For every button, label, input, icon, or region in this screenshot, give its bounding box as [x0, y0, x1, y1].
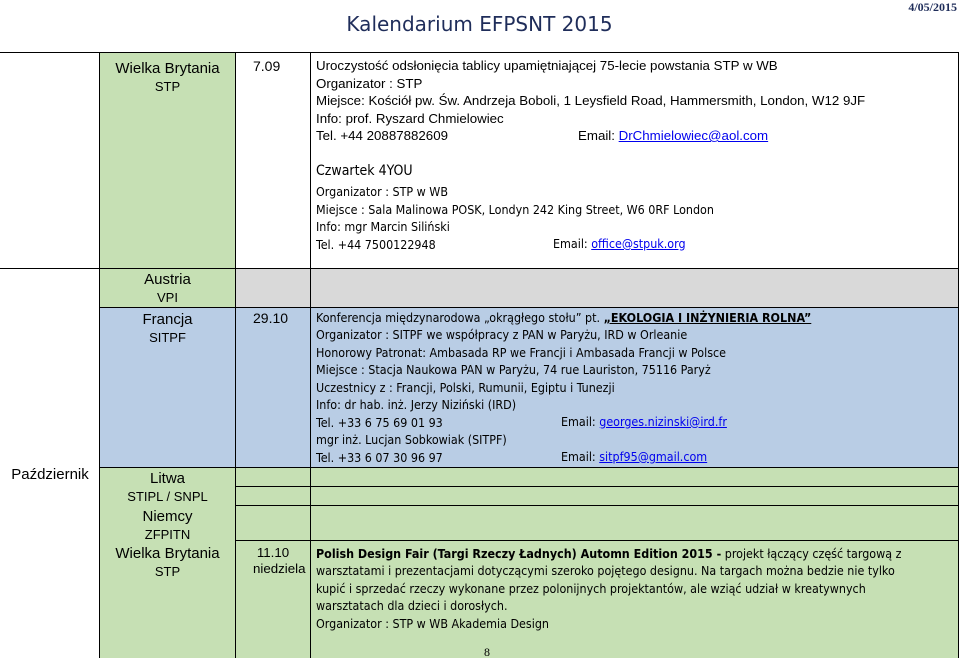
- email-link[interactable]: georges.nizinski@ird.fr: [599, 414, 727, 429]
- row-divider: [310, 540, 959, 541]
- event-block: [316, 562, 895, 632]
- event-title: Uroczystość odsłonięcia tablicy upamiętniającej 75-lecie powstania STP w WB: [316, 58, 778, 73]
- country-name: Wielka Brytania: [115, 60, 220, 77]
- event-organizer: Organizator : STP: [316, 75, 423, 91]
- event-phone: Tel. +33 6 07 30 96 97: [316, 449, 443, 465]
- country-block: [100, 508, 235, 544]
- event-title-row: [316, 309, 811, 327]
- event-email-row: [553, 235, 686, 253]
- event-description: kupić i sprzedać rzeczy wykonane przez polonijnych projektantów, ale wziąć udział w kreatywnych: [316, 580, 866, 596]
- event-title: Konferencja międzynarodowa „okrągłego stołu” pt.: [316, 310, 601, 325]
- event-title-bold: Polish Design Fair (Targi Rzeczy Ładnych) Automn Edition 2015 -: [316, 546, 722, 561]
- country-name: Niemcy: [142, 508, 193, 525]
- event-contact: mgr inż. Lucjan Sobkowiak (SITPF): [316, 432, 507, 447]
- country-org: ZFPITN: [144, 527, 191, 542]
- country-org: STP: [154, 79, 181, 94]
- event-phone: Tel. +33 6 75 69 01 93: [316, 414, 443, 430]
- event-date: 29.10: [253, 310, 289, 326]
- event-date: 7.09: [253, 58, 281, 74]
- event-email-row: [561, 448, 707, 466]
- event-title-rest: projekt łączący część targową z: [721, 546, 902, 561]
- country-block: [100, 545, 235, 581]
- table-top-border: [0, 52, 959, 53]
- email-link[interactable]: office@stpuk.org: [591, 236, 686, 251]
- header-date: 4/05/2015: [908, 0, 957, 14]
- event-description: warsztatami i prezentacjami dotyczącymi szeroko pojętego designu. Na targach można bedzie nie tylko: [316, 563, 895, 578]
- country-name: Wielka Brytania: [115, 545, 220, 562]
- event-info: Info: prof. Ryszard Chmielowiec: [316, 110, 504, 126]
- event-title: Czwartek 4YOU: [316, 163, 413, 179]
- row-divider: [100, 467, 959, 468]
- event-email-row: [578, 127, 768, 145]
- event-organizer: Organizator : SITPF we współpracy z PAN w Paryżu, IRD w Orleanie: [316, 327, 688, 342]
- email-link[interactable]: DrChmielowiec@aol.com: [618, 128, 769, 143]
- country-name: Francja: [142, 311, 193, 328]
- event-organizer: Organizator : STP w WB Akademia Design: [316, 615, 549, 631]
- column-divider: [235, 52, 236, 658]
- event-place: Miejsce : Stacja Naukowa PAN w Paryżu, 74 rue Lauriston, 75116 Paryż: [316, 362, 711, 377]
- event-email-row: [561, 413, 727, 431]
- event-date: [253, 545, 306, 577]
- document-title: Kalendarium EFPSNT 2015: [346, 12, 613, 36]
- row-divider: [0, 268, 959, 269]
- country-org: STIPL / SNPL: [127, 489, 208, 504]
- event-day: niedziela: [253, 561, 306, 576]
- country-org: STP: [154, 564, 181, 579]
- country-block: [100, 271, 235, 307]
- shaded-row: [236, 269, 959, 307]
- country-block: [100, 60, 235, 96]
- email-label: Email:: [561, 414, 596, 429]
- event-date-number: 11.10: [256, 545, 290, 560]
- country-name: Litwa: [149, 470, 186, 487]
- row-divider: [236, 505, 310, 506]
- event-place: Miejsce: Kościół pw. Św. Andrzeja Boboli, 1 Leysfield Road, Hammersmith, London, W12 9JF: [316, 93, 866, 108]
- email-label: Email:: [561, 449, 596, 464]
- event-info: Info: dr hab. inż. Jerzy Niziński (IRD): [316, 397, 517, 412]
- event-organizer: Organizator : STP w WB: [316, 184, 448, 199]
- event-participants: Uczestnicy z : Francji, Polski, Rumunii, Egiptu i Tunezji: [316, 379, 615, 395]
- row-divider: [100, 307, 959, 308]
- month-label: Październik: [11, 466, 89, 483]
- row-divider: [310, 486, 959, 487]
- row-divider: [236, 486, 310, 487]
- row-divider: [236, 540, 310, 541]
- country-block: [100, 311, 235, 347]
- email-label: Email:: [578, 128, 615, 143]
- event-place: Miejsce : Sala Malinowa POSK, Londyn 242 King Street, W6 0RF London: [316, 201, 714, 217]
- event-title-row: [316, 545, 901, 563]
- event-patron: Honorowy Patronat: Ambasada RP we Francji i Ambasada Francji w Polsce: [316, 344, 726, 360]
- event-info: Info: mgr Marcin Siliński: [316, 219, 450, 234]
- event-phone: Tel. +44 7500122948: [316, 236, 436, 252]
- country-name: Austria: [144, 271, 191, 288]
- event-title-bold: „EKOLOGIA I INŻYNIERIA ROLNA”: [603, 310, 812, 325]
- event-description: warsztatach dla dzieci i dorosłych.: [316, 598, 508, 613]
- email-label: Email:: [553, 236, 588, 251]
- page-number: 8: [484, 645, 490, 659]
- country-org: SITPF: [149, 330, 186, 345]
- row-divider: [310, 505, 959, 506]
- country-block: [100, 470, 235, 506]
- event-phone: Tel. +44 20887882609: [316, 128, 448, 143]
- event-block: [316, 326, 726, 466]
- email-link[interactable]: sitpf95@gmail.com: [599, 449, 708, 464]
- column-divider: [310, 52, 311, 658]
- country-org: VPI: [157, 290, 178, 305]
